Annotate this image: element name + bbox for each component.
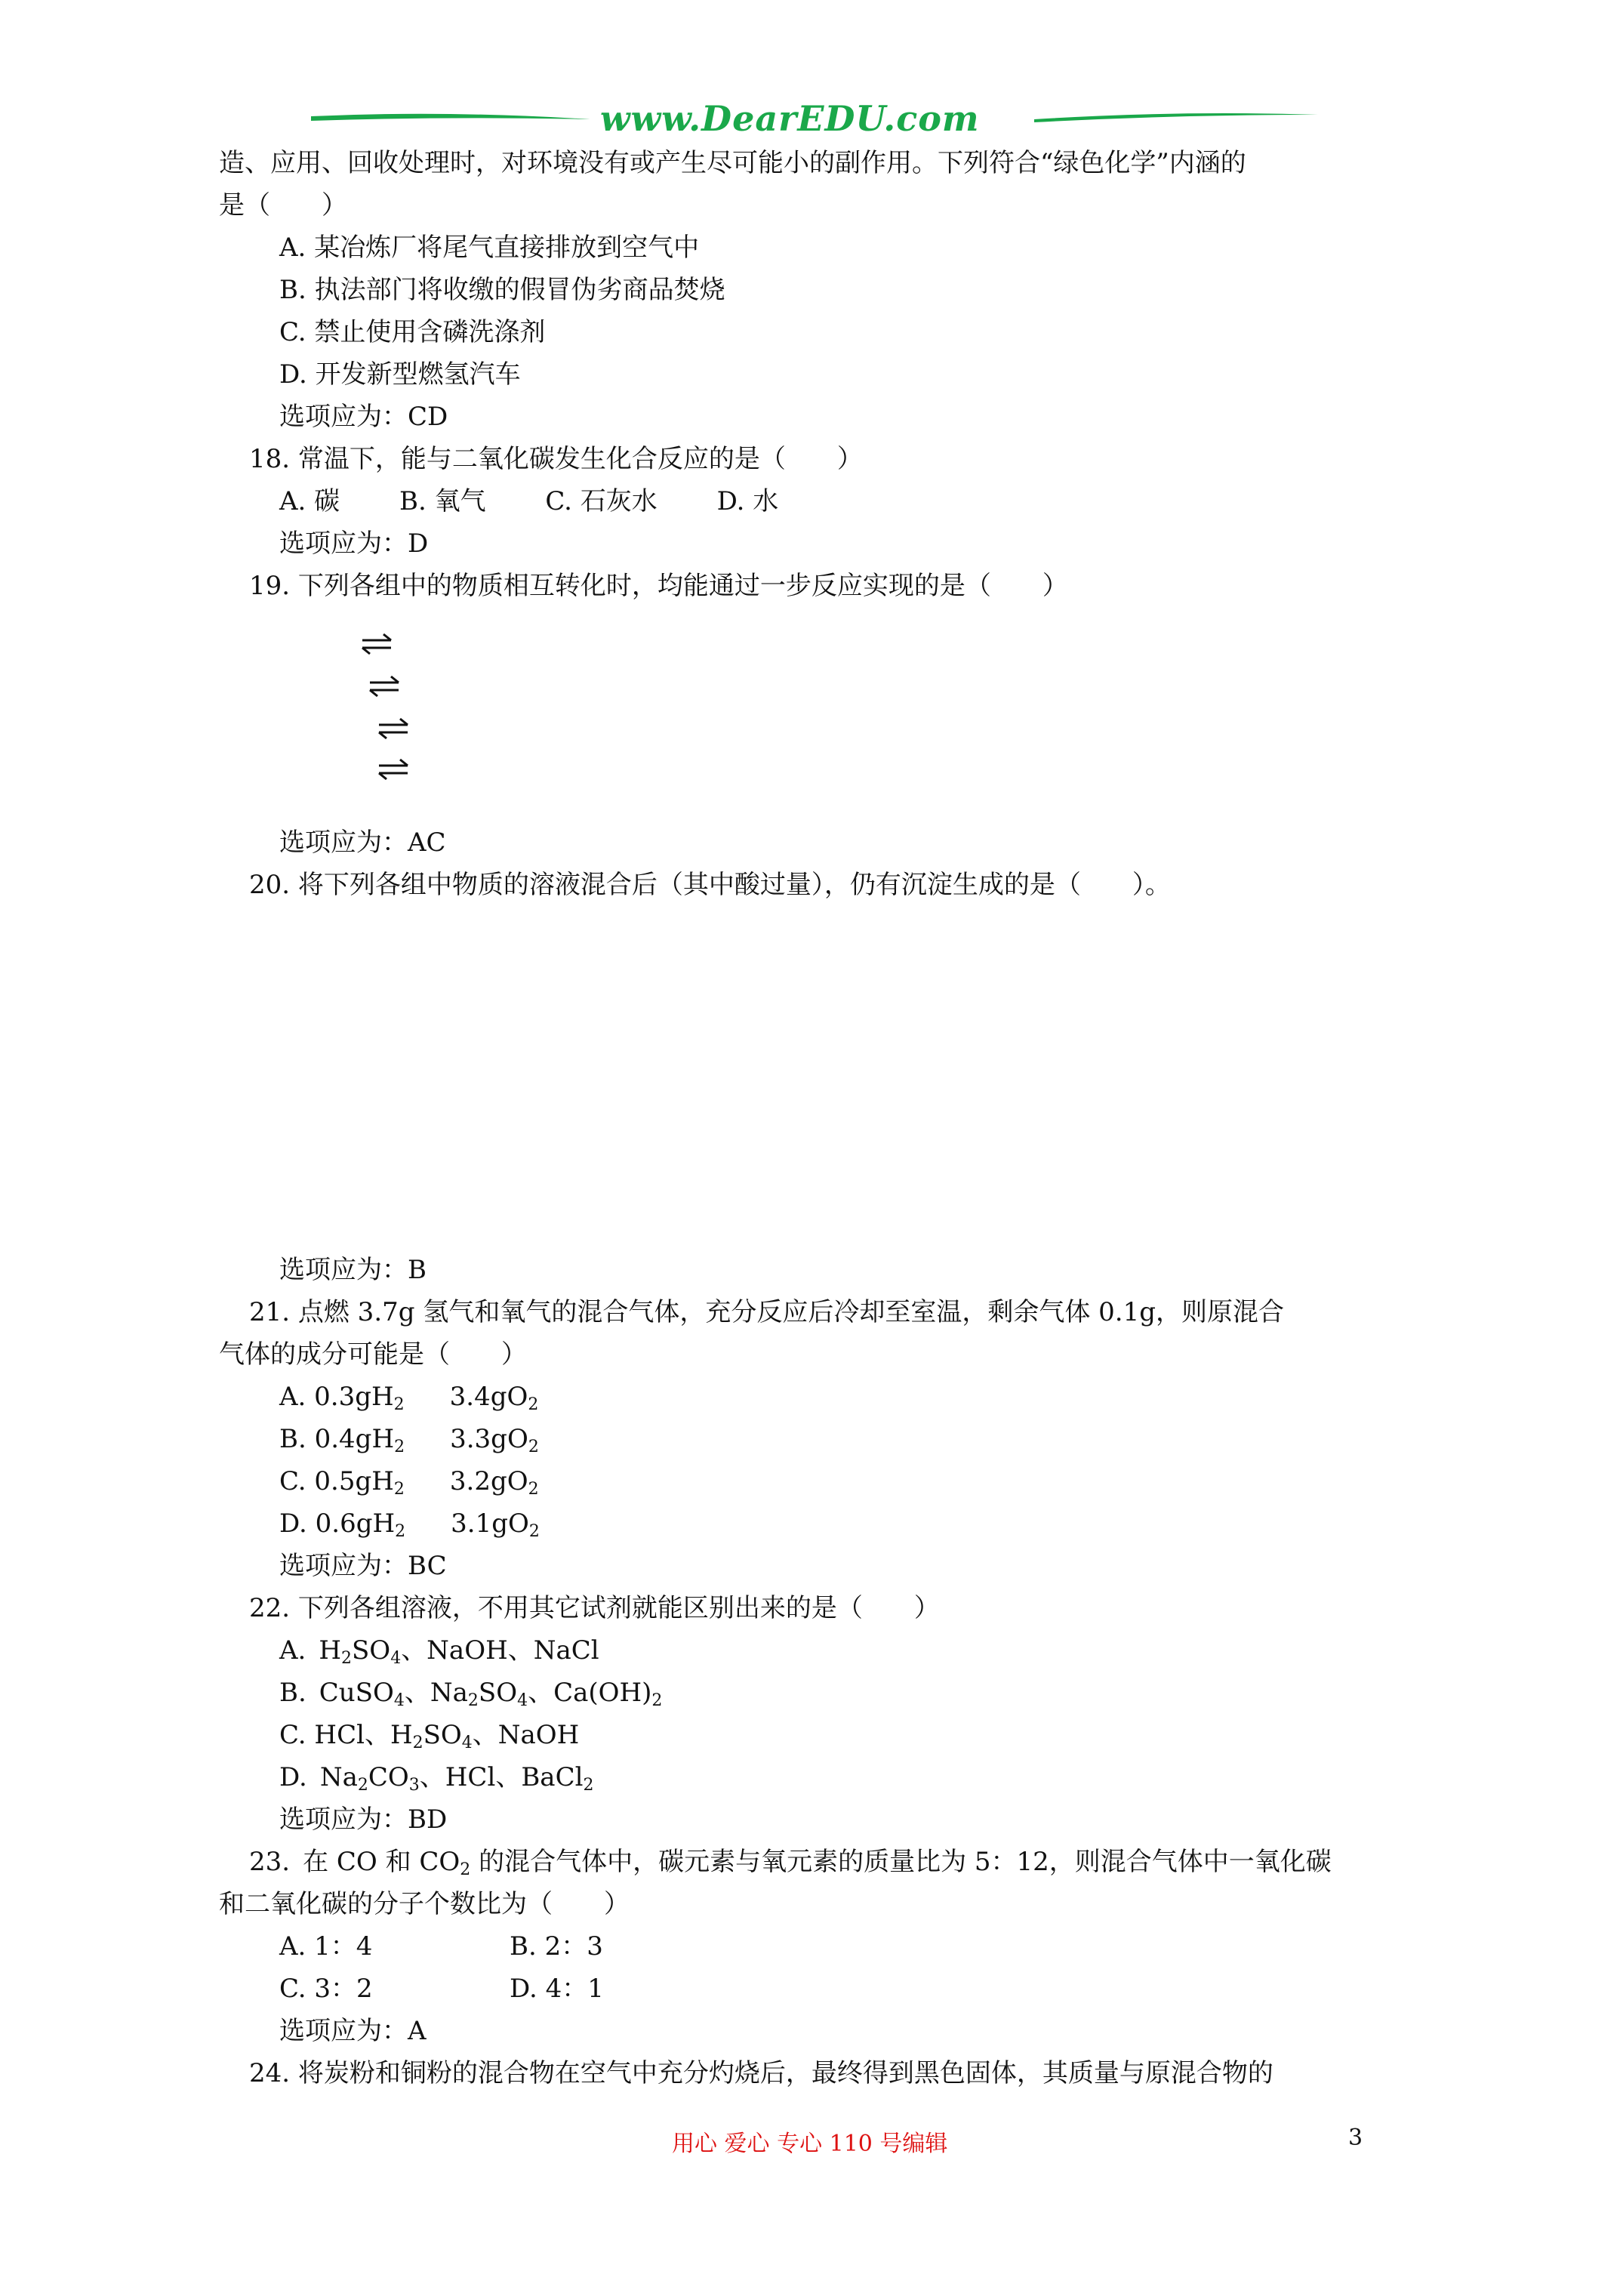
q19-answer: 选项应为：AC (279, 827, 446, 858)
q17-option-b: B. 执法部门将收缴的假冒伪劣商品焚烧 (279, 275, 725, 305)
q22-option-a: A. $H_2SO_4$、NaOH、NaCl (279, 1635, 599, 1668)
q21-stem-end: 气体的成分可能是（ ） (219, 1339, 527, 1370)
q21-answer: 选项应为：BC (279, 1551, 447, 1581)
q24-stem: 24. 将炭粉和铜粉的混合物在空气中充分灼烧后，最终得到黑色固体，其质量与原混合物的 (249, 2058, 1273, 2088)
header-brand: www.DearEDU.com (600, 98, 980, 139)
q17-option-a: A. 某冶炼厂将尾气直接排放到空气中 (279, 233, 700, 263)
q21-option-d: D. $0.6gH_2$ $3.1gO_2$ (279, 1509, 540, 1541)
q23-option-c: C. 3：2 (279, 1974, 373, 2004)
q21-option-b: B. $0.4gH_2$ $3.3gO_2$ (279, 1424, 539, 1456)
line-q17-stem: 造、应用、回收处理时，对环境没有或产生尽可能小的副作用。下列符合“绿色化学”内涵的 (219, 148, 1246, 178)
q23-option-a: A. 1：4 (279, 1931, 373, 1962)
q18-stem: 18. 常温下，能与二氧化碳发生化合反应的是（ ） (249, 444, 863, 474)
footer-text: 用心 爱心 专心 110 号编辑 (672, 2131, 948, 2157)
q22-answer: 选项应为：BD (279, 1804, 448, 1835)
q21-stem: 21. 点燃 3.7g 氢气和氧气的混合气体，充分反应后冷却至室温，剩余气体 0.1g，则原混合 (249, 1297, 1284, 1327)
q19-stem: 19. 下列各组中的物质相互转化时，均能通过一步反应实现的是（ ） (249, 571, 1068, 601)
q18-answer: 选项应为：D (279, 529, 429, 559)
q22-option-b: B. CuSO$_4$、$Na_2SO_4$、$Ca(OH)_2$ (279, 1678, 663, 1710)
equilibrium-arrows-figure (355, 631, 453, 790)
q21-option-c: C. $0.5gH_2$ $3.2gO_2$ (279, 1466, 539, 1499)
q23-option-d: D. 4：1 (510, 1974, 604, 2004)
q18-options: A. 碳 B. 氧气 C. 石灰水 D. 水 (279, 486, 779, 516)
q22-option-c: C. HCl、$H_2SO_4$、NaOH (279, 1720, 580, 1752)
q22-option-d: D. $Na_2CO_3$、HCl、BaCl$_2$ (279, 1762, 594, 1795)
page-number: 3 (1348, 2125, 1363, 2151)
q23-option-b: B. 2：3 (510, 1931, 603, 1962)
q23-answer: 选项应为：A (279, 2016, 427, 2046)
q17-answer: 选项应为：CD (279, 402, 448, 432)
line-q17-stem-end: 是（ ） (219, 190, 347, 220)
q17-option-c: C. 禁止使用含磷洗涤剂 (279, 317, 546, 347)
q20-answer: 选项应为：B (279, 1255, 427, 1285)
q23-stem-end: 和二氧化碳的分子个数比为（ ） (219, 1889, 630, 1919)
q17-option-d: D. 开发新型燃氢汽车 (279, 359, 521, 390)
q23-stem: 23. 在 CO 和 $CO_2$ 的混合气体中，碳元素与氧元素的质量比为 5：12，则混合气体中一氧化碳 (249, 1847, 1332, 1879)
header-swoosh-right (1034, 110, 1318, 127)
header-swoosh-left (311, 110, 590, 127)
q20-stem: 20. 将下列各组中物质的溶液混合后（其中酸过量），仍有沉淀生成的是（ ）。 (249, 870, 1171, 900)
q22-stem: 22. 下列各组溶液，不用其它试剂就能区别出来的是（ ） (249, 1593, 940, 1623)
q21-option-a: A. $0.3gH_2$ $3.4gO_2$ (279, 1382, 539, 1414)
